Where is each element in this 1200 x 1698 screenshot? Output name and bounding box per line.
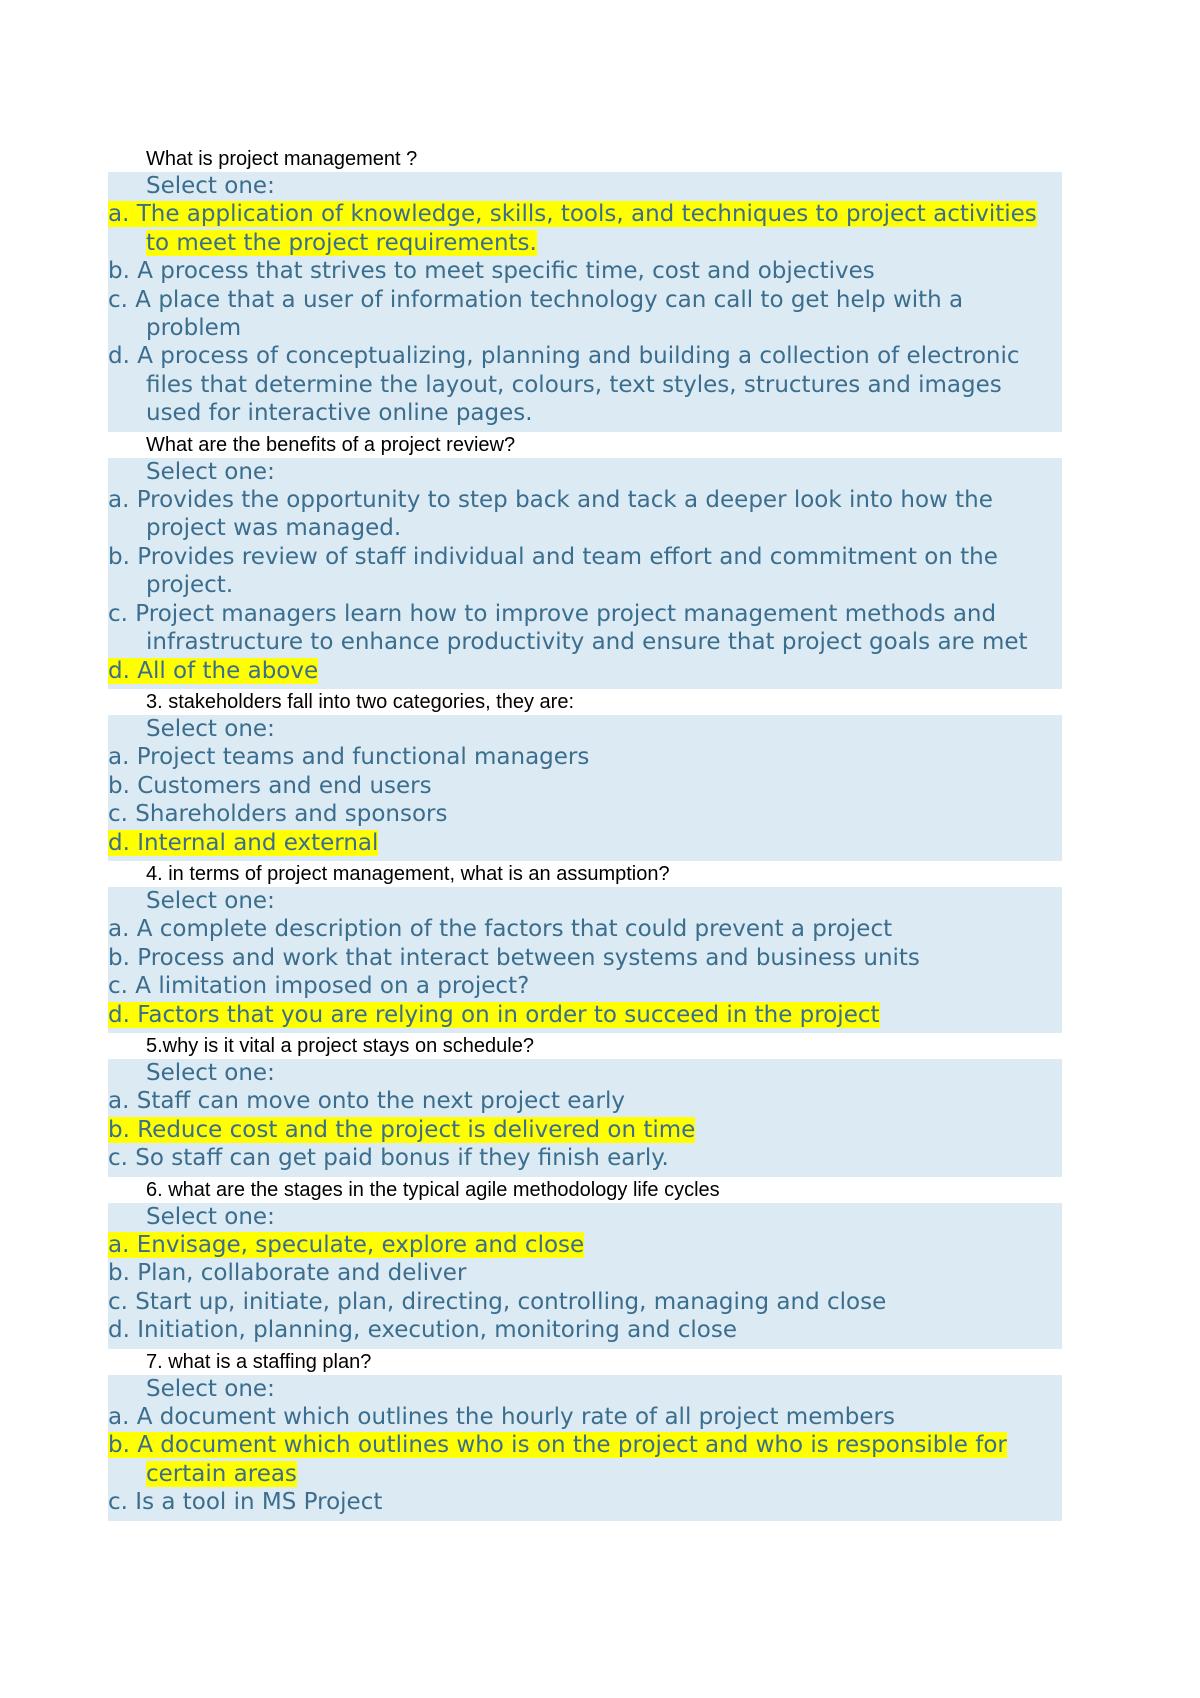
option-text: Provides review of staff individual and team effort and commitment on the project. xyxy=(137,543,998,599)
option-text: Envisage, speculate, explore and close xyxy=(136,1232,585,1258)
answer-block xyxy=(108,1203,1062,1349)
answer-option[interactable] xyxy=(108,1316,1062,1344)
answer-content xyxy=(108,945,920,971)
option-text: A document which outlines the hourly rate of all project members xyxy=(136,1404,895,1431)
answer-content xyxy=(108,916,892,942)
answer-content xyxy=(108,801,448,827)
answer-option[interactable] xyxy=(108,600,1062,657)
answer-option[interactable] xyxy=(108,1231,1062,1259)
option-text: All of the above xyxy=(137,657,319,684)
answer-block xyxy=(108,172,1062,432)
answer-option[interactable] xyxy=(108,972,1062,1000)
option-text: Shareholders and sponsors xyxy=(135,801,448,828)
select-one-label: Select one: xyxy=(146,1375,275,1402)
option-text: Plan, collaborate and deliver xyxy=(137,1260,467,1287)
option-letter: b. xyxy=(108,944,130,971)
question-text: 4. in terms of project management, what is an assumption? xyxy=(108,861,1062,887)
option-letter: a. xyxy=(108,201,130,228)
question-text: What is project management ? xyxy=(108,146,1062,172)
option-text: A process of conceptualizing, planning and building a collection of electronic files that determine the layout, colours, text styles, structures and images used for interactive online pages. xyxy=(137,343,1020,427)
option-text: A process that strives to meet specific time, cost and objectives xyxy=(137,258,875,285)
answer-option[interactable] xyxy=(108,915,1062,943)
option-text: So staff can get paid bonus if they finish early. xyxy=(135,1145,669,1172)
question-text: 3. stakeholders fall into two categories, they are: xyxy=(108,689,1062,715)
answer-content xyxy=(108,544,998,598)
answer-option[interactable] xyxy=(108,743,1062,771)
option-letter: d. xyxy=(108,829,130,856)
answer-content xyxy=(108,1289,886,1315)
answer-block xyxy=(108,1059,1062,1177)
answer-option[interactable] xyxy=(108,1259,1062,1287)
answer-option[interactable] xyxy=(108,1144,1062,1172)
option-letter: c. xyxy=(108,1288,128,1315)
answer-option[interactable] xyxy=(108,1288,1062,1316)
answer-option[interactable] xyxy=(108,829,1062,857)
question-text: What are the benefits of a project review? xyxy=(108,432,1062,458)
quiz-document xyxy=(108,146,1062,1521)
select-one-label: Select one: xyxy=(146,1203,275,1230)
answer-content xyxy=(108,487,993,541)
answer-option[interactable] xyxy=(108,543,1062,600)
answer-content xyxy=(108,1404,895,1430)
option-letter: d. xyxy=(108,1317,130,1344)
answer-option[interactable] xyxy=(108,286,1062,343)
option-letter: c. xyxy=(108,600,128,627)
answer-content xyxy=(108,773,432,799)
question-text: 5.why is it vital a project stays on schedule? xyxy=(108,1033,1062,1059)
highlighted-answer xyxy=(108,1002,880,1028)
answer-option[interactable] xyxy=(108,486,1062,543)
answer-block xyxy=(108,1375,1062,1521)
highlighted-answer xyxy=(108,1232,584,1258)
option-letter: c. xyxy=(108,286,128,313)
select-one-label: Select one: xyxy=(146,173,275,199)
highlighted-answer xyxy=(108,1117,695,1143)
answer-content xyxy=(108,258,875,284)
select-one-label: Select one: xyxy=(146,458,275,485)
option-text: Reduce cost and the project is delivered on time xyxy=(137,1116,696,1143)
option-letter: b. xyxy=(108,543,130,570)
answer-content xyxy=(108,1260,466,1286)
option-text: Start up, initiate, plan, directing, controlling, managing and close xyxy=(135,1288,887,1315)
option-text: A place that a user of information technology can call to get help with a problem xyxy=(135,286,964,342)
option-letter: c. xyxy=(108,1489,128,1516)
option-text: The application of knowledge, skills, tools, and techniques to project activities to meet the project requirements. xyxy=(136,201,1037,256)
option-letter: b. xyxy=(108,258,130,285)
answer-option[interactable] xyxy=(108,772,1062,800)
option-letter: a. xyxy=(108,487,130,514)
option-text: Factors that you are relying on in order to succeed in the project xyxy=(137,1001,880,1028)
answer-option[interactable] xyxy=(108,1087,1062,1115)
option-letter: b. xyxy=(108,772,130,799)
option-text: A limitation imposed on a project? xyxy=(135,973,530,1000)
select-one-label: Select one: xyxy=(146,1059,275,1086)
option-letter: a. xyxy=(108,1404,130,1431)
highlighted-answer xyxy=(108,658,318,684)
answer-content xyxy=(108,744,589,770)
option-letter: a. xyxy=(108,1088,130,1115)
question-text: 6. what are the stages in the typical agile methodology life cycles xyxy=(108,1177,1062,1203)
answer-option[interactable] xyxy=(108,342,1062,427)
option-letter: c. xyxy=(108,1145,128,1172)
option-text: Initiation, planning, execution, monitoring and close xyxy=(137,1317,737,1344)
option-text: Provides the opportunity to step back and tack a deeper look into how the project was managed. xyxy=(136,487,993,542)
answer-option[interactable] xyxy=(108,200,1062,257)
answer-content xyxy=(108,1489,382,1515)
answer-content xyxy=(108,601,1028,655)
answer-option[interactable] xyxy=(108,1403,1062,1431)
answer-option[interactable] xyxy=(108,257,1062,285)
option-letter: a. xyxy=(108,1232,130,1258)
option-text: Project managers learn how to improve project management methods and infrastructure to enhance productivity and ensure that project goals are met xyxy=(135,600,1028,656)
answer-option[interactable] xyxy=(108,1116,1062,1144)
answer-content xyxy=(108,1317,737,1343)
answer-block xyxy=(108,458,1062,689)
option-text: Staff can move onto the next project early xyxy=(136,1088,625,1115)
option-letter: d. xyxy=(108,657,130,684)
option-letter: b. xyxy=(108,1116,130,1143)
answer-content xyxy=(108,973,529,999)
option-text: A complete description of the factors that could prevent a project xyxy=(136,916,893,943)
option-letter: c. xyxy=(108,801,128,828)
option-letter: a. xyxy=(108,744,130,771)
answer-content xyxy=(108,287,963,341)
highlighted-answer xyxy=(108,1432,1007,1486)
answer-content xyxy=(108,1145,669,1171)
question-text: 7. what is a staffing plan? xyxy=(108,1349,1062,1375)
option-letter: a. xyxy=(108,916,130,943)
highlighted-answer xyxy=(108,201,1037,255)
option-letter: d. xyxy=(108,1001,130,1028)
answer-option[interactable] xyxy=(108,944,1062,972)
answer-content xyxy=(108,343,1020,426)
option-text: A document which outlines who is on the project and who is responsible for certain areas xyxy=(137,1432,1007,1487)
option-letter: b. xyxy=(108,1432,130,1459)
option-letter: d. xyxy=(108,343,130,370)
answer-block xyxy=(108,887,1062,1033)
answer-option[interactable] xyxy=(108,1488,1062,1516)
answer-block xyxy=(108,715,1062,861)
answer-content xyxy=(108,1088,625,1114)
select-one-label: Select one: xyxy=(146,887,275,914)
highlighted-answer xyxy=(108,830,378,856)
answer-option[interactable] xyxy=(108,800,1062,828)
answer-option[interactable] xyxy=(108,1001,1062,1029)
option-letter: b. xyxy=(108,1260,130,1287)
select-one-label: Select one: xyxy=(146,715,275,742)
option-text: Is a tool in MS Project xyxy=(135,1489,383,1516)
option-text: Customers and end users xyxy=(137,772,432,799)
option-letter: c. xyxy=(108,973,128,1000)
option-text: Project teams and functional managers xyxy=(136,744,590,771)
option-text: Internal and external xyxy=(137,829,379,856)
answer-option[interactable] xyxy=(108,657,1062,685)
answer-option[interactable] xyxy=(108,1431,1062,1488)
option-text: Process and work that interact between systems and business units xyxy=(137,944,920,971)
